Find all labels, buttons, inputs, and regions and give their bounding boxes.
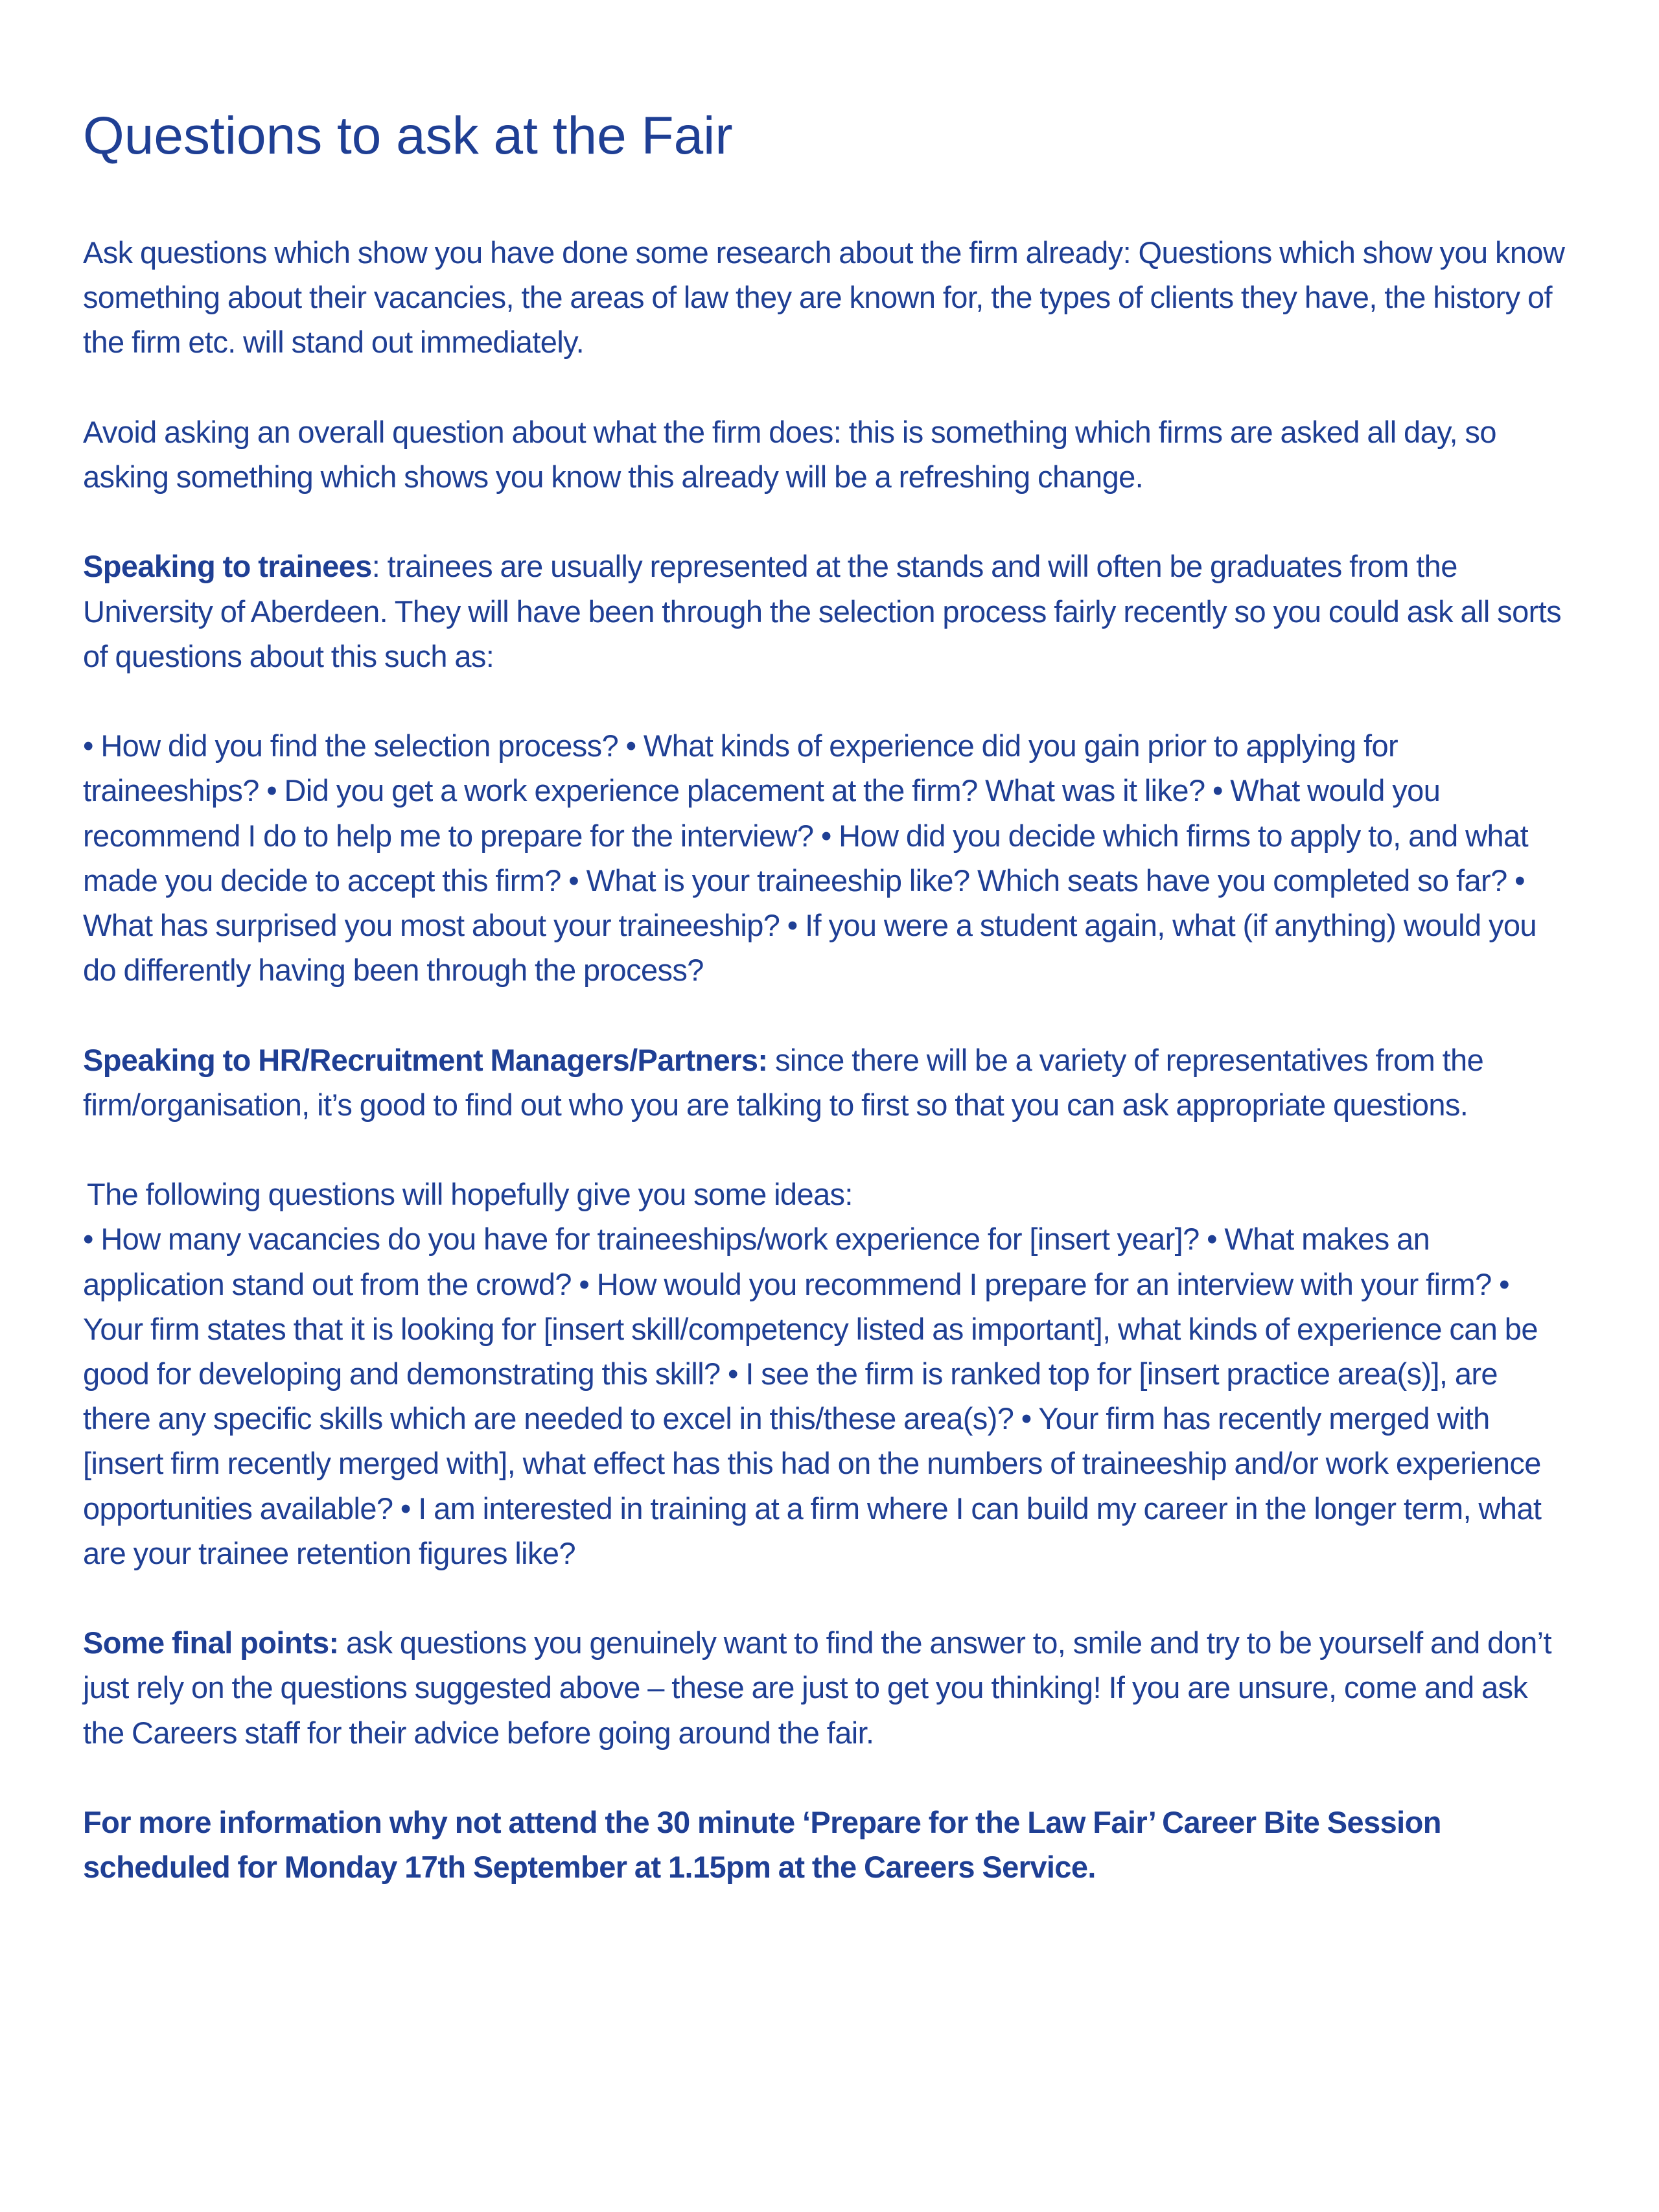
trainees-text: : trainees are usually represented at the stands and will often be graduates from the University of Aberdeen. They will have been through the selection process fairly recently so you could ask all sorts of questions about this such as: xyxy=(83,549,1562,673)
paragraph-final-points xyxy=(83,1620,1567,1755)
document-body xyxy=(83,230,1567,1935)
trainees-heading: Speaking to trainees xyxy=(83,549,372,584)
more-info-text: For more information why not attend the 30 minute ‘Prepare for the Law Fair’ Career Bite Session scheduled for Monday 17th September at 1.15pm at the Careers Service. xyxy=(83,1805,1441,1885)
hr-heading: Speaking to HR/Recruitment Managers/Partners: xyxy=(83,1042,768,1077)
hr-text: since there will be a variety of representatives from the firm/organisation, it’s good to find out who you are talking to first so that you can ask appropriate questions. xyxy=(83,1042,1484,1122)
hr-questions-list: • How many vacancies do you have for traineeships/work experience for [insert year]? • What makes an application stand out from the crowd? • How would you recommend I prepare for an interview with your firm? • Your firm states that it is looking for [insert skill/competency listed as important], what kinds of experience can be good for developing and demonstrating this skill? • I see the firm is ranked top for [insert practice area(s)], are there any specific skills which are needed to excel in this/these area(s)? • Your firm has recently merged with [insert firm recently merged with], what effect has this had on the numbers of traineeship and/or work experience opportunities available? • I am interested in training at a firm where I can build my career in the longer term, what are your trainee retention figures like? xyxy=(83,1222,1542,1570)
hr-questions-block xyxy=(83,1172,1567,1576)
page-title: Questions to ask at the Fair xyxy=(83,106,733,165)
paragraph-trainees xyxy=(83,544,1567,679)
trainee-questions-list: • How did you find the selection process? • What kinds of experience did you gain prior to applying for traineeships? • Did you get a work experience placement at the firm? What was it like? • What would you recommend I do to help me to prepare for the interview? • How did you decide which firms to apply to, and what made you decide to accept this firm? • What is your traineeship like? Which seats have you completed so far? • What has surprised you most about your traineeship? • If you were a student again, what (if anything) would you do differently having been through the process? xyxy=(83,728,1537,988)
final-points-heading: Some final points: xyxy=(83,1625,339,1660)
paragraph-avoid-overall: Avoid asking an overall question about what the firm does: this is something which firms are asked all day, so asking something which shows you know this already will be a refreshing change. xyxy=(83,414,1496,494)
paragraph-hr xyxy=(83,1038,1567,1127)
hr-questions-intro: The following questions will hopefully give you some ideas: xyxy=(87,1177,853,1212)
final-points-text: ask questions you genuinely want to find the answer to, smile and try to be yourself and don’t just rely on the questions suggested above – these are just to get you thinking! If you are unsure, come and ask the Careers staff for their advice before going around the fair. xyxy=(83,1625,1551,1750)
paragraph-more-info xyxy=(83,1800,1567,1889)
paragraph-research: Ask questions which show you have done some research about the firm already: Questions which show you know something about their vacancies, the areas of law they are known for, the types of clients they have, the history of the firm etc. will stand out immediately. xyxy=(83,235,1565,360)
